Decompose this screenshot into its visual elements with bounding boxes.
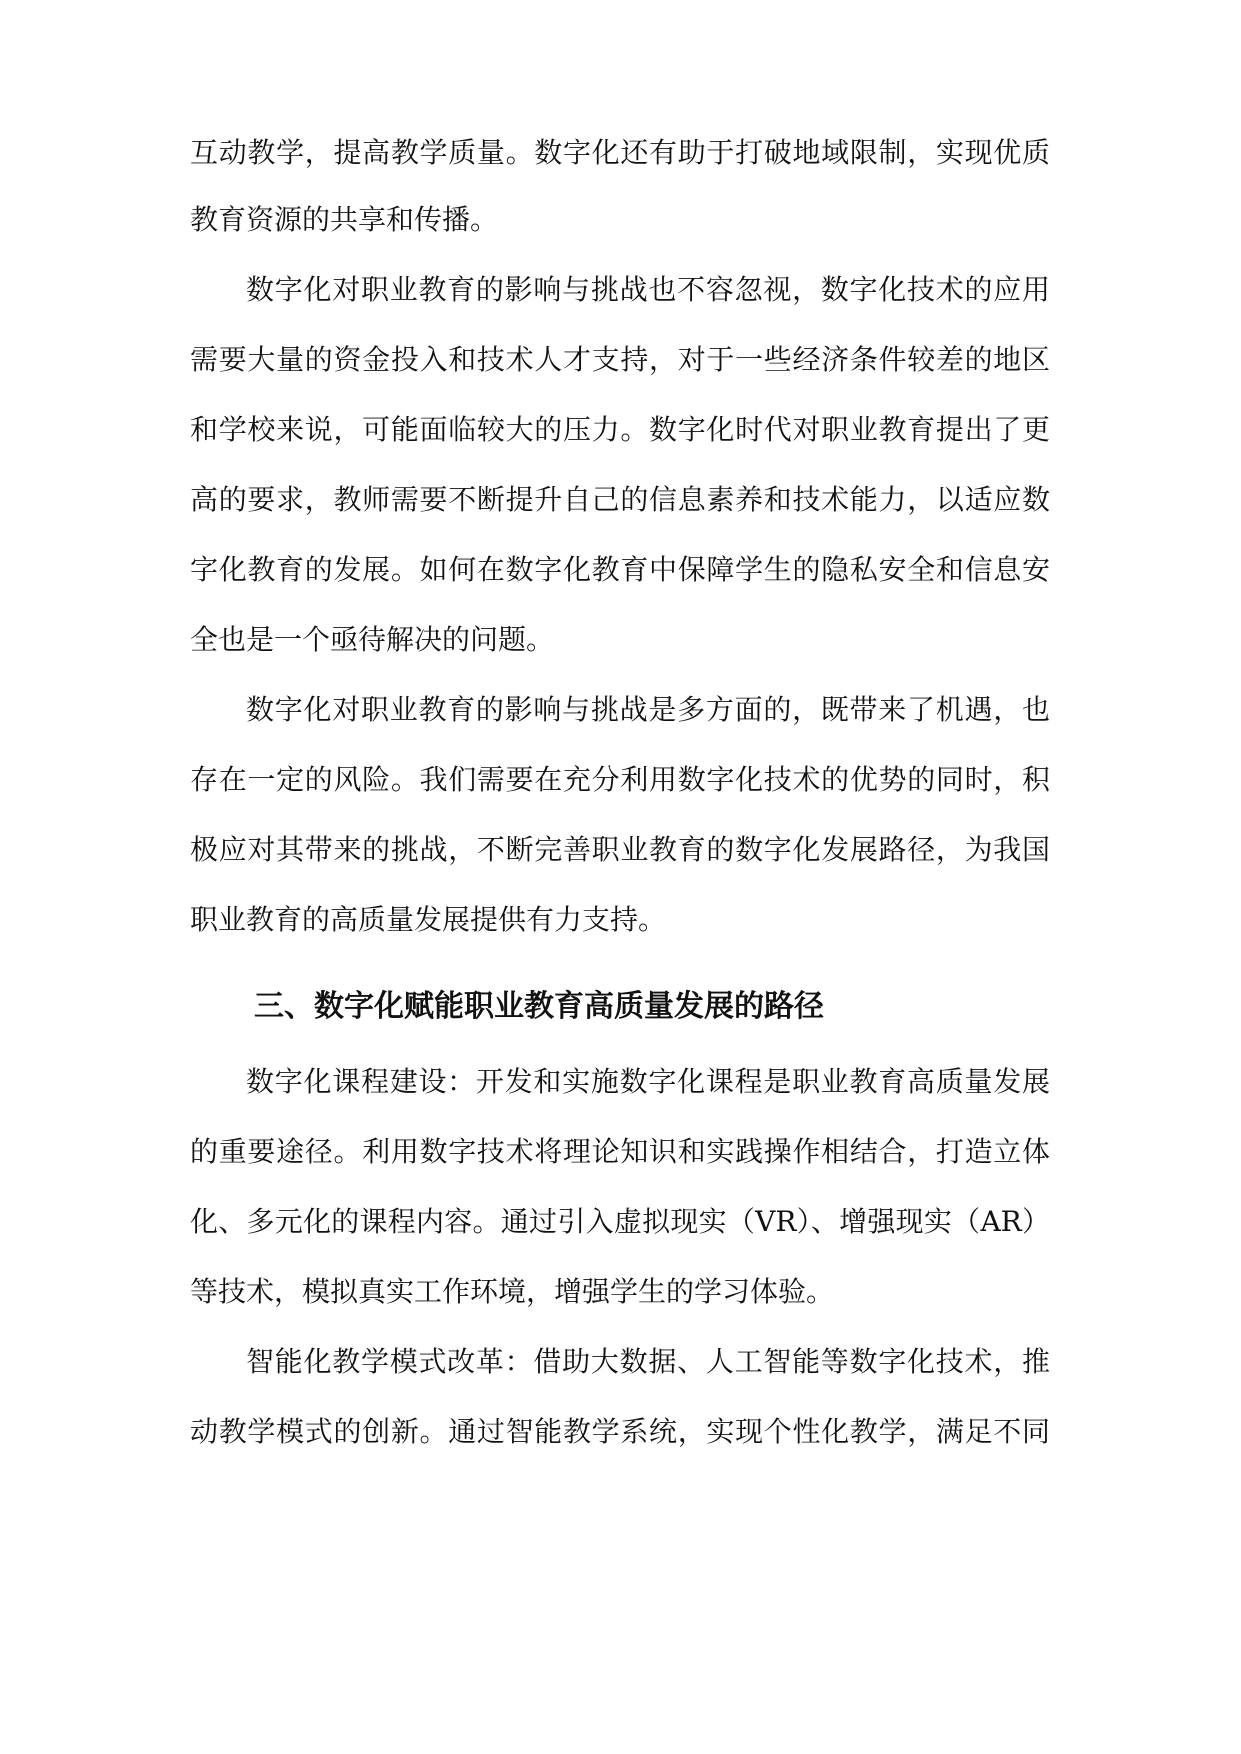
paragraph-1-line-1: 互动教学，提高教学质量。数字化还有助于打破地域限制，实现优质: [190, 136, 1050, 169]
paragraph-2-line-3: 和学校来说，可能面临较大的压力。数字化时代对职业教育提出了更: [190, 413, 1050, 446]
section-paragraph-1-line-1: 数字化课程建设：开发和实施数字化课程是职业教育高质量发展: [246, 1065, 1050, 1098]
paragraph-3-line-4: 职业教育的高质量发展提供有力支持。: [190, 903, 667, 936]
paragraph-3-line-3: 极应对其带来的挑战，不断完善职业教育的数字化发展路径，为我国: [190, 833, 1050, 866]
paragraph-3-line-1: 数字化对职业教育的影响与挑战是多方面的，既带来了机遇，也: [246, 693, 1050, 726]
paragraph-2-line-5: 字化教育的发展。如何在数字化教育中保障学生的隐私安全和信息安: [190, 553, 1050, 586]
paragraph-3-line-2: 存在一定的风险。我们需要在充分利用数字化技术的优势的同时，积: [190, 763, 1050, 796]
section-heading: 三、数字化赋能职业教育高质量发展的路径: [254, 989, 824, 1024]
paragraph-2-line-6: 全也是一个亟待解决的问题。: [190, 623, 555, 656]
paragraph-1-line-2: 教育资源的共享和传播。: [190, 203, 499, 236]
paragraph-2-line-4: 高的要求，教师需要不断提升自己的信息素养和技术能力，以适应数: [190, 483, 1050, 516]
section-paragraph-1-line-4: 等技术，模拟真实工作环境，增强学生的学习体验。: [190, 1275, 835, 1308]
section-paragraph-1-line-2: 的重要途径。利用数字技术将理论知识和实践操作相结合，打造立体: [190, 1135, 1050, 1168]
paragraph-2-line-2: 需要大量的资金投入和技术人才支持，对于一些经济条件较差的地区: [190, 343, 1050, 376]
section-paragraph-2-line-2: 动教学模式的创新。通过智能教学系统，实现个性化教学，满足不同: [190, 1415, 1050, 1448]
section-paragraph-2-line-1: 智能化教学模式改革：借助大数据、人工智能等数字化技术，推: [246, 1345, 1050, 1378]
section-paragraph-1-line-3: 化、多元化的课程内容。通过引入虚拟现实（VR）、增强现实（AR）: [190, 1205, 1050, 1238]
paragraph-2-line-1: 数字化对职业教育的影响与挑战也不容忽视，数字化技术的应用: [246, 273, 1050, 306]
